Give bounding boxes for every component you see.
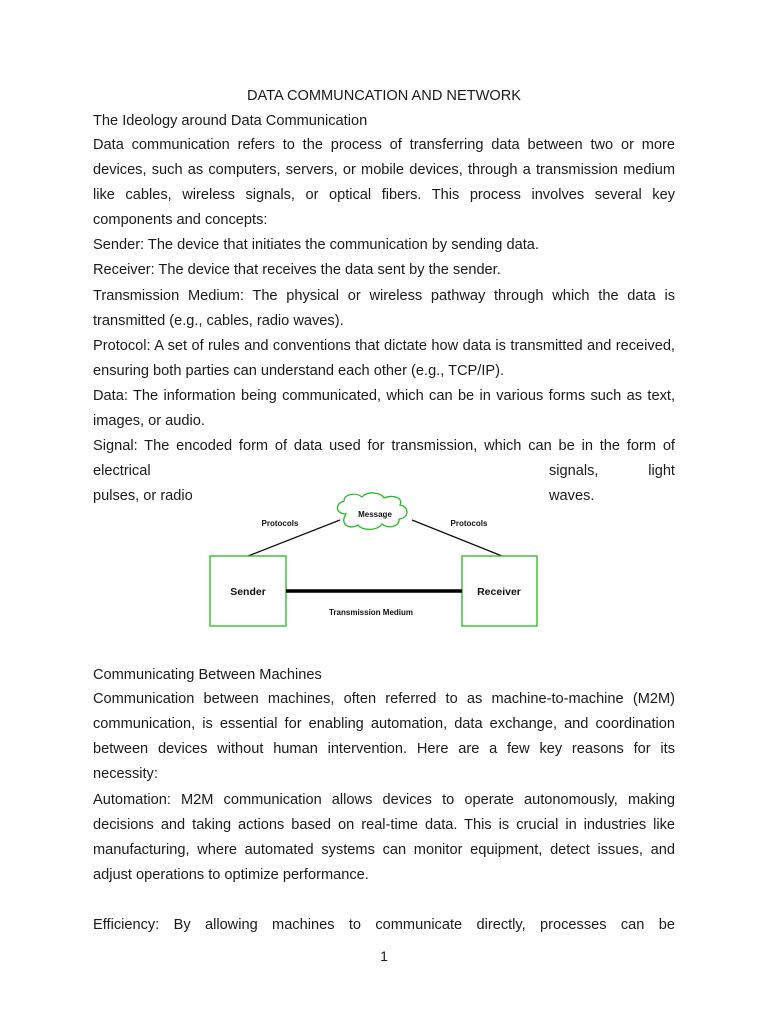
paragraph-sender: Sender: The device that initiates the communication by sending data. bbox=[93, 237, 539, 253]
signal-word-electrical: electrical bbox=[93, 463, 151, 479]
section-heading-machines: Communicating Between Machines bbox=[93, 667, 322, 683]
diagram-protocols-left-label: Protocols bbox=[261, 519, 299, 528]
diagram-medium-label: Transmission Medium bbox=[328, 608, 414, 617]
paragraph-automation: Automation: M2M communication allows devices to operate autonomously, making decisions and taking actions based on real-time data. This is crucial in industries like manufacturing, where automated systems can monitor equipment, detect issues, and adjust operations to optimize performance. bbox=[93, 792, 675, 883]
page-number: 1 bbox=[380, 948, 388, 964]
diagram-sender-label: Sender bbox=[230, 586, 266, 598]
section-heading-ideology: The Ideology around Data Communication bbox=[93, 113, 368, 129]
document-title: DATA COMMUNCATION AND NETWORK bbox=[246, 88, 522, 104]
paragraph-intro: Data communication refers to the process of transferring data between two or more devices, such as computers, servers, or mobile devices, through a transmission medium like cables, wireless signals, or optical fibers. This process involves several key components and concepts: bbox=[93, 137, 675, 228]
communication-diagram bbox=[200, 492, 545, 632]
signal-word-light: light bbox=[648, 463, 675, 479]
signal-words-pulses: pulses, or radio bbox=[93, 488, 193, 504]
paragraph-m2m-intro: Communication between machines, often referred to as machine-to-machine (M2M) communication, is essential for enabling automation, data exchange, and coordination between devices without human intervention. Here are a few key reasons for its necessity: bbox=[93, 691, 675, 782]
paragraph-receiver: Receiver: The device that receives the data sent by the sender. bbox=[93, 262, 501, 278]
paragraph-data: Data: The information being communicated, which can be in various forms such as text, images, or audio. bbox=[93, 388, 675, 429]
paragraph-signal-line2 bbox=[93, 459, 675, 484]
paragraph-medium: Transmission Medium: The physical or wireless pathway through which the data is transmitted (e.g., cables, radio waves). bbox=[93, 288, 675, 329]
signal-word-waves: waves. bbox=[549, 488, 595, 504]
paragraph-protocol: Protocol: A set of rules and conventions that dictate how data is transmitted and received, ensuring both parties can understand each other (e.g., TCP/IP). bbox=[93, 338, 675, 379]
diagram-receiver-label: Receiver bbox=[477, 586, 521, 598]
signal-word-signals: signals, bbox=[549, 463, 599, 479]
diagram-message-label: Message bbox=[358, 510, 392, 519]
paragraph-signal-line1: Signal: The encoded form of data used for transmission, which can be in the form of bbox=[93, 438, 675, 454]
paragraph-efficiency: Efficiency: By allowing machines to communicate directly, processes can be bbox=[93, 917, 675, 933]
diagram-protocols-right-label: Protocols bbox=[450, 519, 488, 528]
